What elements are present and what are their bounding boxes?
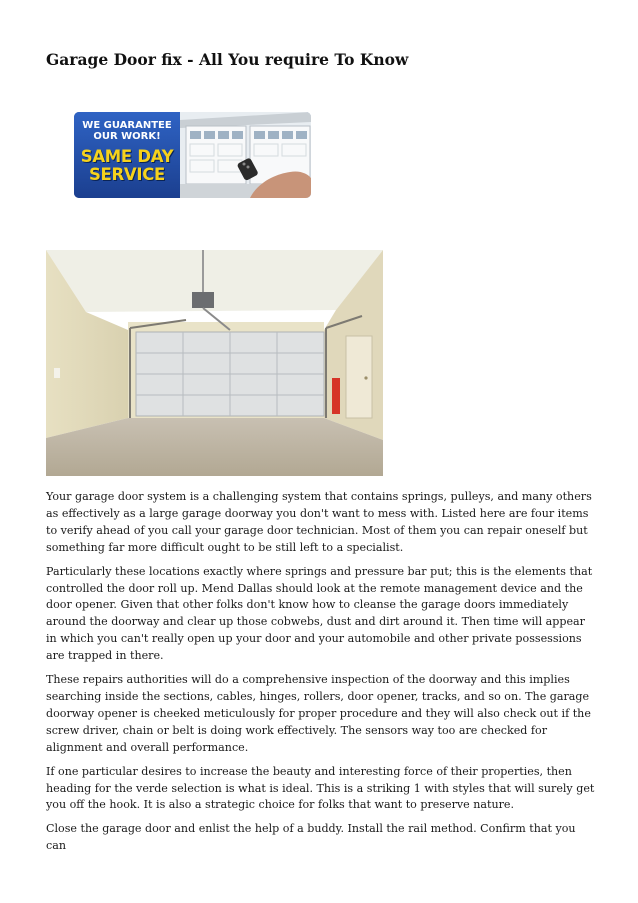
same-day-service-text: SAME DAY SERVICE xyxy=(80,147,174,184)
page-title: Garage Door fix - All You require To Know xyxy=(46,50,409,69)
guarantee-badge xyxy=(74,112,180,198)
same-day-service-banner xyxy=(74,112,311,198)
paragraph: These repairs authorities will do a comprehensive inspection of the doorway and this implies searching inside the sections, cables, hinges, rollers, door opener, tracks, and so on. The garage doorway opener is cheeked meticulously for proper procedure and they will also check out if the screw driver, chain or belt is doing work effectively. The sensors way too are checked for alignment and overall performance. xyxy=(46,673,591,754)
garage-remote-illustration xyxy=(180,112,311,198)
garage-remote-photo xyxy=(180,112,311,198)
paragraph: Close the garage door and enlist the help of a buddy. Install the rail method. Confirm that you can xyxy=(46,822,576,853)
garage-interior-photo xyxy=(46,250,383,476)
paragraph: Particularly these locations exactly where springs and pressure bar put; this is the elements that controlled the door roll up. Mend Dallas should look at the remote management device and the door opener. Given that other folks don't know how to cleanse the garage doors immediately around the doorway and clear up those cobwebs, dust and dirt around it. Then time will appear in which you can't really open up your door and your automobile and other private possessions are trapped in there. xyxy=(46,564,593,663)
garage-interior-illustration xyxy=(46,250,383,476)
paragraph: Your garage door system is a challenging system that contains springs, pulleys, and many others as effectively as a large garage doorway you don't want to mess with. Listed here are four items to verify ahead of you call your garage door technician. Most of them you can repair oneself but something far more difficult ought to be still left to a specialist. xyxy=(46,490,592,554)
paragraph: If one particular desires to increase the beauty and interesting force of their properties, then heading for the verde selection is what is ideal. This is a striking 1 with styles that will surely get you off the hook. It is also a strategic choice for folks that want to preserve nature. xyxy=(46,764,595,812)
article-body xyxy=(46,489,598,862)
guarantee-text: WE GUARANTEE OUR WORK! xyxy=(82,120,172,142)
